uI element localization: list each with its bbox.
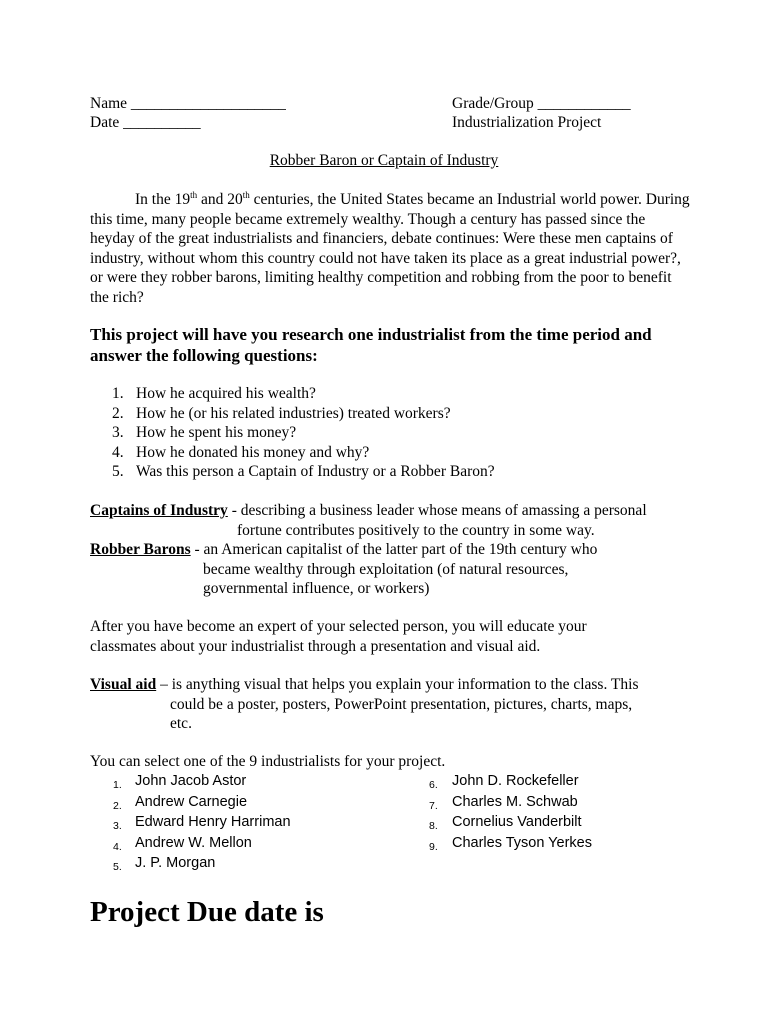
industrialist-name: Andrew Carnegie [135, 793, 248, 810]
industrialist-name: Cornelius Vanderbilt [452, 814, 582, 830]
question-number: 3. [112, 424, 124, 441]
select-instruction: You can select one of the 9 industrialists for your project. [90, 753, 446, 770]
name-field-line: Name ____________________ [90, 95, 286, 112]
project-subtitle: Industrialization Project [452, 114, 602, 131]
industrialist-number: 2. [113, 799, 122, 812]
industrialist-number: 9. [429, 840, 438, 853]
question-item [90, 384, 316, 404]
question-item [90, 462, 495, 482]
captains-term: Captains of Industry [90, 502, 228, 519]
industrialist-name: J. P. Morgan [135, 855, 216, 871]
intro-text-start: In the 19 [135, 191, 191, 208]
captains-definition-line-1: - describing a business leader whose means of amassing a personal [227, 502, 647, 519]
captains-definition [90, 501, 647, 521]
question-text: How he acquired his wealth? [136, 385, 316, 402]
industrialist-name: Charles M. Schwab [452, 793, 578, 810]
question-number: 1. [112, 385, 124, 402]
intro-text-rest: centuries, the United States became an Industrial world power. During this time, many people became extremely wealthy. Though a century has passed since the heyday of the great industrialists and financiers, debate continues: Were these men captains of industry, without whom this country could not have taken its place as a great industrial power?, or were they robber barons, limiting healthy competition and robbing from the poor to benefit the rich? [90, 191, 690, 306]
visual-aid-line-1: – is anything visual that helps you explain your information to the class. This [156, 676, 639, 693]
barons-definition [90, 540, 597, 560]
intro-paragraph [90, 190, 690, 307]
barons-definition-line-1: - an American capitalist of the latter part of the 19th century who [190, 541, 598, 558]
industrialist-name: Andrew W. Mellon [135, 834, 252, 851]
question-item [90, 423, 296, 443]
question-number: 5. [112, 463, 124, 480]
industrialist-name: John Jacob Astor [135, 773, 247, 789]
date-field-line: Date __________ [90, 114, 201, 131]
visual-aid-definition [90, 675, 639, 695]
intro-text-mid: and 20 [197, 191, 243, 208]
project-due-date-heading: Project Due date is [90, 896, 324, 928]
industrialist-name: John D. Rockefeller [452, 773, 579, 789]
question-item [90, 443, 369, 463]
question-number: 4. [112, 443, 124, 461]
question-text: Was this person a Captain of Industry or a Robber Baron? [136, 463, 495, 480]
expert-paragraph-line-2: classmates about your industrialist through a presentation and visual aid. [90, 637, 541, 655]
industrialist-number: 8. [429, 820, 438, 832]
industrialist-number: 3. [113, 820, 122, 832]
barons-definition-line-2: became wealthy through exploitation (of natural resources, [203, 560, 569, 578]
question-text: How he donated his money and why? [136, 443, 370, 461]
industrialist-name: Edward Henry Harriman [135, 814, 291, 830]
grade-group-field-line: Grade/Group ____________ [452, 95, 631, 112]
question-text: How he spent his money? [136, 424, 297, 441]
intro-sup-1: th [190, 190, 198, 200]
industrialist-name: Charles Tyson Yerkes [452, 834, 592, 851]
barons-definition-line-3: governmental influence, or workers) [203, 580, 430, 597]
question-text: How he (or his related industries) treated workers? [136, 404, 451, 422]
document-title-text: Robber Baron or Captain of Industry [269, 152, 499, 169]
captains-definition-line-2: fortune contributes positively to the country in some way. [237, 521, 595, 539]
industrialist-number: 4. [113, 840, 122, 853]
question-item [90, 404, 451, 424]
industrialist-number: 1. [113, 779, 122, 791]
expert-paragraph-line-1: After you have become an expert of your selected person, you will educate your [90, 618, 587, 635]
visual-aid-term: Visual aid [90, 676, 157, 693]
document-title [0, 151, 768, 171]
research-prompt: This project will have you research one industrialist from the time period and answer the following questions: [90, 325, 652, 365]
visual-aid-line-3: etc. [170, 715, 192, 732]
question-number: 2. [112, 404, 124, 422]
intro-sup-2: th [242, 190, 250, 200]
industrialist-number: 7. [429, 799, 438, 812]
industrialist-number: 5. [113, 861, 122, 873]
barons-term: Robber Barons [90, 541, 191, 558]
industrialist-number: 6. [429, 779, 438, 791]
visual-aid-line-2: could be a poster, posters, PowerPoint presentation, pictures, charts, maps, [170, 695, 633, 713]
